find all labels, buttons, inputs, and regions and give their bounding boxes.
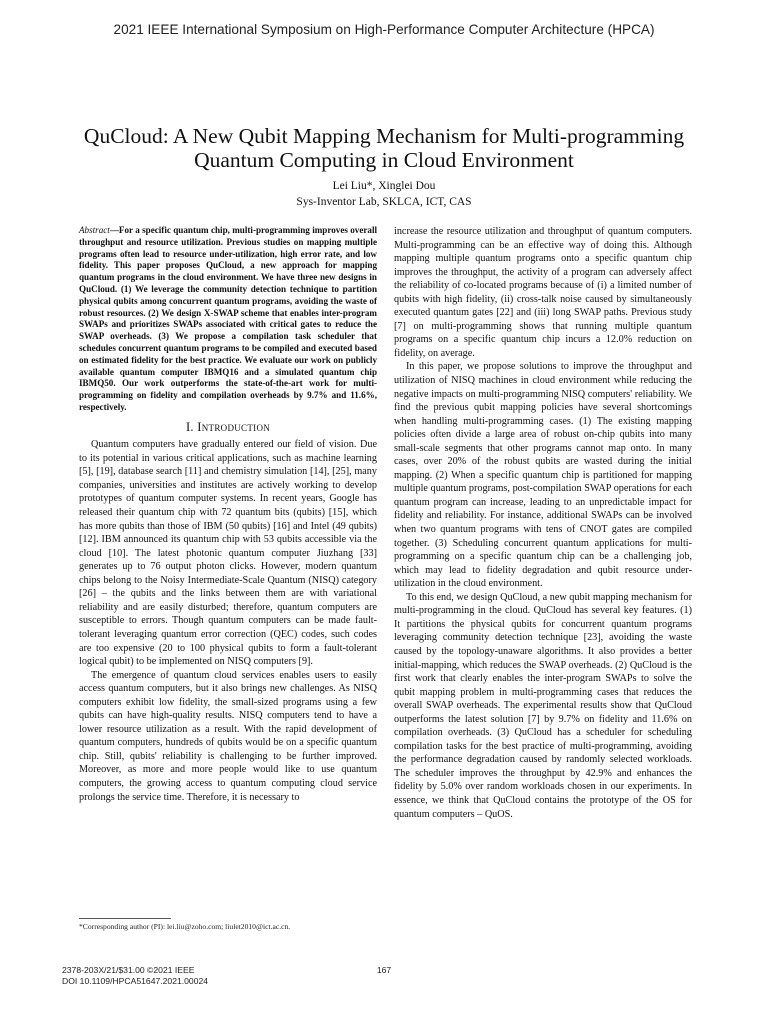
paper-affiliation: Sys-Inventor Lab, SKLCA, ICT, CAS: [296, 196, 472, 208]
footer-doi: DOI 10.1109/HPCA51647.2021.00024: [62, 975, 209, 986]
intro-paragraph-2: The emergence of quantum cloud services enables users to easily access quantum computers, but it also brings new challenges. As NISQ computers exhibit low fidelity, the small-sized programs using a few qubits can have high-quality results. NISQ computers tend to have a lower resource utilization as a result. With the rapid development of quantum computers, hundreds of qubits would be on a specific quantum chip. Still, qubits' reliability is challenging to be further improved. Moreover, as more and more people would like to use quantum computers, the growing access to quantum computing cloud service prolongs the service time. Therefore, it is necessary to: [79, 669, 377, 803]
abstract-text: —For a specific quantum chip, multi-programming improves overall throughput and resource utilization. Previous studies on mapping multiple programs often lead to resource under-utilization, high error rate, and low fidelity. This paper proposes QuCloud, a new approach for mapping quantum programs in the cloud environment. We have three new designs in QuCloud. (1) We leverage the community detection technique to partition physical qubits among concurrent quantum programs, avoiding the waste of robust resources. (2) We design X-SWAP scheme that enables inter-program SWAPs and prioritizes SWAPs associated with critical gates to reduce the SWAP overheads. (3) We propose a compilation task scheduler that schedules concurrent quantum programs to be compiled and executed based on estimated fidelity for the best practice. We evaluate our work on publicly available quantum computer IBMQ16 and a simulated quantum chip IBMQ50. Our work outperforms the state-of-the-art work for multi-programming on fidelity and compilation overheads by 9.7% and 11.6%, respectively.: [79, 225, 377, 412]
footer-isbn: 2378-203X/21/$31.00 ©2021 IEEE: [62, 965, 195, 975]
footnote-divider: [79, 918, 171, 919]
intro-paragraph-3: increase the resource utilization and throughput of quantum computers. Multi-programming can be an effective way of doing this. Although mapping multiple quantum programs onto a specific quantum chip improves the throughput, the activity of a program can adversely affect the reliability of co-located programs because of (i) a limited number of qubits with high fidelity, (ii) cross-talk noise caused by simultaneously executed quantum gates [22] and (iii) long SWAP paths. Previous study [7] on multi-programming shows that running multiple quantum programs on a specific quantum chip incurs a 12.0% reduction on fidelity, on average.: [394, 226, 692, 359]
intro-paragraph-1: Quantum computers have gradually entered our field of vision. Due to its potential in various critical applications, such as machine learning [5], [19], database search [11] and chemistry simulation [14], [25], many companies, universities and institutes are actively working to develop prototypes of quantum computer systems. In recent years, Google has released their quantum chip with 72 quantum bits (qubits) [15], which has more qubits than those of IBM (50 qubits) [16] and Intel (49 qubits) [12]. IBM announced its quantum chip with 53 qubits accessible via the cloud [10]. The latest photonic quantum computer Jiuzhang [33] generates up to 76 output photon clicks. However, modern quantum chips belong to the Noisy Intermediate-Scale Quantum (NISQ) category [26] – the qubits and the links between them are with variational reliability and are easily disturbed; therefore, quantum computers are susceptible to errors. Though quantum computers can be made fault-tolerant leveraging quantum error correction (QEC) codes, such codes are too expensive (20 to 100 physical qubits to form a fault-tolerant logical qubit) to be implemented on NISQ computers [9].: [79, 439, 377, 668]
intro-paragraph-5: To this end, we design QuCloud, a new qubit mapping mechanism for multi-programming in the cloud. QuCloud has several key features. (1) It partitions the physical qubits for concurrent quantum programs leveraging community detection technique [23], avoiding the waste caused by the topology-unaware algorithms. It also provides a better initial-mapping, which reduces the SWAP overheads. (2) QuCloud is the first work that clearly enables the inter-program SWAPs to solve the qubit mapping problem in multi-programming cases that reduces the overall SWAP overheads. The experimental results show that QuCloud outperforms the latest solution [7] by 9.7% on fidelity and 11.6% on compilation overheads. (3) QuCloud has a scheduler for scheduling compilation tasks for the best practice of multi-programming, avoiding the performance degradation caused by randomly selected workloads. The scheduler improves the throughput by 42.9% and enhances the fidelity by 5.0% over random workloads chosen in our experiments. In essence, we think that QuCloud contains the prototype of the OS for quantum computers – QuOS.: [394, 591, 692, 820]
conference-header: 2021 IEEE International Symposium on High-Performance Computer Architecture (HPCA): [113, 22, 655, 37]
section-heading-introduction: [79, 421, 377, 435]
abstract-lead: Abstract: [79, 225, 110, 235]
corresponding-author-footnote: *Corresponding author (PI): lei.liu@zoho.com; liulet2010@ict.ac.cn.: [79, 922, 291, 931]
abstract: [79, 225, 377, 414]
paper-title-line-2: Quantum Computing in Cloud Environment: [194, 148, 574, 172]
page-number: 167: [376, 965, 392, 975]
right-column: [394, 225, 692, 821]
left-column: [79, 225, 377, 804]
paper-authors: Lei Liu*, Xinglei Dou: [332, 180, 436, 192]
section-title: Introduction: [197, 419, 271, 434]
intro-paragraph-4: In this paper, we propose solutions to improve the throughput and utilization of NISQ machines in cloud environment while reducing the negative impacts on multi-programming NISQ computers' reliability. We find the previous qubit mapping policies have several shortcomings when handling multi-programming cases. (1) The existing mapping policies often divide a large area of robust on-chip qubits into many small-scale segments that other programs cannot map onto. In many cases, over 20% of the robust qubits are wasted during the initial mapping. (2) When a specific quantum chip is partitioned for mapping multiple quantum programs, post-compilation SWAP operations for each quantum program can increase, leading to an unpredictable impact for fidelity and reliability. For instance, additional SWAPs can be involved when two quantum programs with tens of CNOT gates are compiled together. (3) Scheduling concurrent quantum applications for multi-programming on a specific quantum chip can be a challenging job, which may lead to fidelity degradation and qubit resource under-utilization in the cloud environment.: [394, 361, 692, 590]
section-number: I.: [185, 419, 194, 434]
paper-title: [40, 124, 728, 172]
paper-title-line-1: QuCloud: A New Qubit Mapping Mechanism for Multi-programming: [83, 124, 685, 148]
